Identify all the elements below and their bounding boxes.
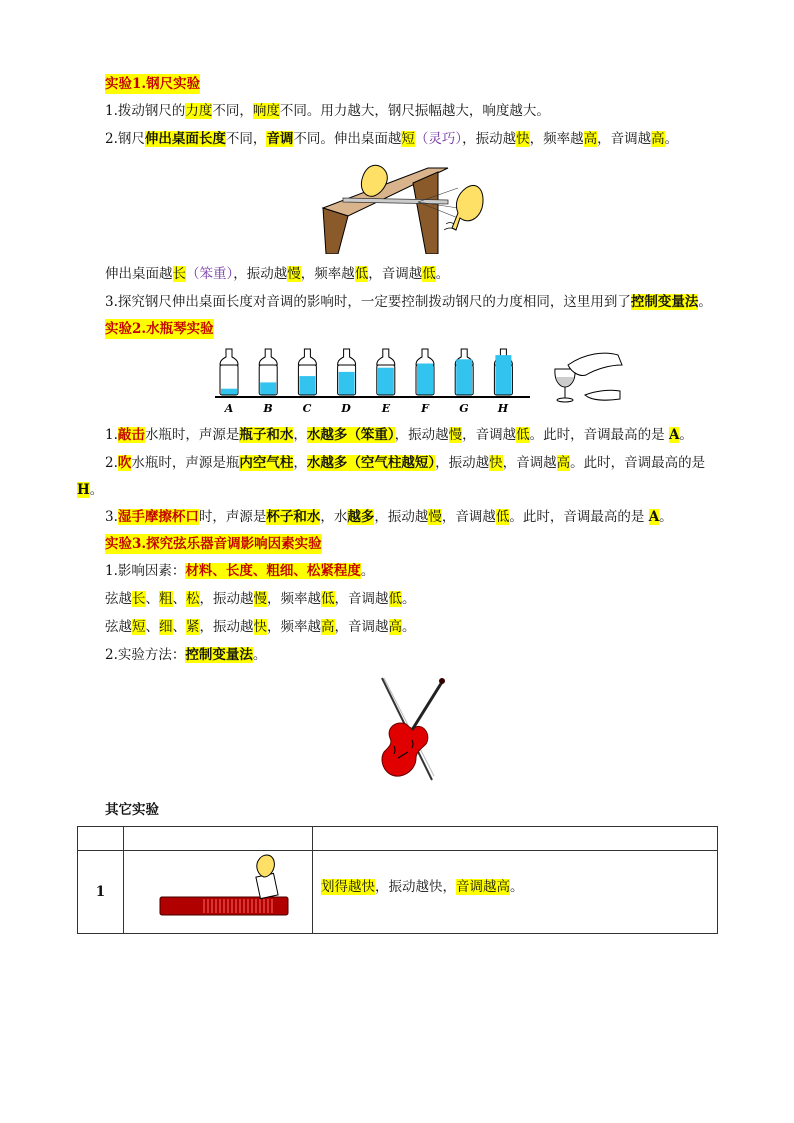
- text: 。此时，音调最高的是: [570, 455, 706, 471]
- highlight: 慢: [287, 266, 301, 282]
- text: 。: [435, 266, 450, 282]
- highlight: 音调: [266, 131, 294, 147]
- exp3-line4: [105, 645, 266, 665]
- highlight: 敲击: [117, 427, 145, 443]
- text: 。: [679, 427, 693, 443]
- text: 不同。用力越大，钢尺振幅越大，响度越大。: [279, 103, 550, 119]
- highlight: 细: [159, 619, 173, 635]
- bottle-label-b: B: [263, 402, 273, 415]
- exp2-line2: [105, 453, 705, 473]
- exp1-line3: [105, 264, 449, 284]
- bottle: [338, 349, 356, 395]
- text: 不同，: [225, 131, 267, 147]
- highlight: 高: [556, 455, 571, 471]
- water-level: [339, 372, 355, 395]
- text: ，水: [320, 509, 348, 525]
- comb-scrape-illustration: [124, 851, 312, 929]
- text: ，振动越: [435, 455, 490, 471]
- text: 弦越: [105, 591, 132, 607]
- highlight: 粗: [159, 591, 173, 607]
- highlight: 低: [495, 509, 510, 525]
- highlight: 音调越高: [456, 879, 510, 895]
- highlight: 慢: [253, 591, 267, 607]
- violin-body: [382, 723, 428, 776]
- highlight: 快: [489, 455, 503, 471]
- text: 1.: [105, 427, 118, 443]
- highlight: 湿手摩擦杯口: [117, 509, 199, 525]
- highlight: A: [668, 427, 680, 443]
- text: ，频率越: [267, 619, 321, 635]
- bottle-label-d: D: [341, 402, 351, 415]
- water-level: [495, 355, 511, 394]
- note-text: （灵巧）: [414, 131, 463, 147]
- text: ，振动越: [199, 619, 254, 635]
- text: 2.钢尺: [105, 131, 145, 147]
- note-text: （笨重）: [186, 266, 234, 282]
- bottle-label-c: C: [302, 402, 312, 415]
- highlight: 内空气柱: [239, 455, 294, 471]
- highlight: 伸出桌面长度: [144, 131, 226, 147]
- text: 不同，: [212, 103, 253, 119]
- row-description: [313, 851, 718, 934]
- water-level: [417, 364, 433, 395]
- text: 2.实验方法：: [105, 647, 186, 663]
- text: 。: [360, 563, 375, 579]
- highlight: 短: [401, 131, 415, 147]
- exp1-title: 实验1.钢尺实验: [105, 76, 201, 92]
- text: 。: [698, 294, 712, 310]
- exp3-line2: [105, 589, 416, 609]
- highlight: 快: [253, 619, 267, 635]
- text: ，频率越: [529, 131, 584, 147]
- text: 。: [402, 591, 416, 607]
- hand-rub-icon: [568, 353, 622, 375]
- highlight: 高: [651, 131, 665, 147]
- text: 伸出桌面越: [105, 266, 173, 282]
- hand-pluck-icon: [452, 185, 483, 230]
- violin-illustration: [360, 672, 450, 788]
- table-side: [323, 208, 348, 254]
- text: 。: [510, 879, 524, 895]
- exp2-title: 实验2.水瓶琴实验: [105, 321, 214, 337]
- exp1-line4: [105, 292, 712, 312]
- text: 。此时，音调最高的是: [529, 427, 669, 443]
- highlight: 长: [172, 266, 186, 282]
- text: 。: [664, 131, 679, 147]
- bottle: [455, 349, 473, 395]
- text: ，音调越: [441, 509, 496, 525]
- text: ，音调越: [334, 619, 389, 635]
- highlight: 响度: [252, 103, 280, 119]
- highlight: 控制变量法: [185, 647, 253, 663]
- text: ，音调越: [462, 427, 517, 443]
- text: 1.拨动钢尺的: [105, 103, 186, 119]
- water-level: [378, 368, 394, 395]
- highlight: A: [648, 509, 660, 525]
- highlight: 水越多（空气柱越短）: [306, 455, 436, 471]
- exp1-line1: [105, 101, 550, 121]
- exp3-line3: [105, 617, 416, 637]
- highlight: 松: [186, 591, 200, 607]
- highlight: 低: [354, 266, 369, 282]
- highlight: 低: [422, 266, 436, 282]
- text: 不同。伸出桌面越: [293, 131, 402, 147]
- ruler-experiment-illustration: [318, 158, 488, 254]
- text: ，: [293, 455, 307, 471]
- text: ，振动越: [374, 509, 429, 525]
- text: ，振动越: [233, 266, 288, 282]
- text: ，振动越: [199, 591, 254, 607]
- header-cell: [124, 827, 313, 851]
- highlight: 低: [321, 591, 335, 607]
- water-bottles-illustration: [200, 345, 630, 415]
- table-leg: [413, 172, 438, 254]
- other-title: 其它实验: [105, 802, 159, 818]
- bottle: [220, 349, 238, 395]
- bottle-label-g: G: [459, 402, 469, 415]
- highlight: 低: [516, 427, 530, 443]
- text: 3.: [105, 509, 118, 525]
- text: 。: [659, 509, 673, 525]
- highlight: 越多: [347, 509, 375, 525]
- text: ，音调越: [502, 455, 557, 471]
- text: 1.影响因素：: [105, 563, 186, 579]
- text: 2.: [105, 455, 118, 471]
- exp2-line2-continued: [77, 480, 103, 500]
- table-header-row: [78, 827, 718, 851]
- text: 、: [145, 591, 159, 607]
- text: ，振动越快，: [375, 879, 456, 895]
- other-experiments-table: [77, 826, 718, 934]
- water-level: [221, 389, 237, 395]
- text: ，音调越: [597, 131, 652, 147]
- highlight: 划得越快: [321, 879, 375, 895]
- bottle: [259, 349, 277, 395]
- exp1-line2: [105, 129, 678, 149]
- text: 。: [402, 619, 416, 635]
- text: ，音调越: [368, 266, 423, 282]
- text: 时，声源是: [198, 509, 267, 525]
- highlight: 吹: [117, 455, 132, 471]
- bottle-label-a: A: [224, 402, 234, 415]
- highlight: 长: [132, 591, 146, 607]
- water-level: [299, 376, 315, 394]
- bottle-label-e: E: [381, 402, 391, 415]
- text: 弦越: [105, 619, 132, 635]
- highlight: 瓶子和水: [239, 427, 294, 443]
- exp3-line1: [105, 561, 374, 581]
- bottle: [377, 349, 395, 395]
- highlight: 高: [583, 131, 598, 147]
- text: ，音调越: [334, 591, 389, 607]
- exp3-title: 实验3.探究弦乐器音调影响因素实验: [105, 536, 322, 552]
- highlight: 低: [388, 591, 402, 607]
- comb-illustration-cell: [124, 851, 313, 934]
- violin-neck: [412, 682, 442, 730]
- bottle-label-f: F: [421, 402, 429, 415]
- header-cell: [78, 827, 124, 851]
- hand-hold-icon: [585, 390, 620, 400]
- table-row: [78, 851, 718, 934]
- water-level: [456, 359, 472, 394]
- bottle-group: [220, 349, 512, 395]
- card-icon: [256, 873, 278, 898]
- highlight: 材料、长度、粗细、松紧程度: [185, 563, 361, 579]
- text: 。: [89, 482, 104, 498]
- text: 、: [172, 619, 186, 635]
- text: 水瓶时，声源是: [144, 427, 240, 443]
- highlight: 杯子和水: [266, 509, 321, 525]
- text: ，频率越: [300, 266, 355, 282]
- text: ，振动越: [462, 131, 517, 147]
- exp2-line1: [105, 425, 693, 445]
- highlight: 水越多（笨重）: [306, 427, 395, 443]
- violin-scroll: [439, 678, 445, 684]
- highlight: 高: [321, 619, 335, 635]
- highlight: H: [77, 482, 90, 498]
- water-level: [260, 382, 276, 394]
- highlight: 力度: [185, 103, 213, 119]
- header-cell: [313, 827, 718, 851]
- bottle-labels: [224, 402, 509, 415]
- highlight: 紧: [186, 619, 200, 635]
- text: 、: [172, 591, 186, 607]
- exp2-line3: [105, 507, 673, 527]
- row-number: 1: [78, 851, 124, 934]
- text: 水瓶时，声源是瓶: [131, 455, 240, 471]
- highlight: 控制变量法: [630, 294, 699, 310]
- highlight: 慢: [448, 427, 463, 443]
- highlight: 短: [132, 619, 146, 635]
- text: ，: [293, 427, 307, 443]
- text: 。: [252, 647, 267, 663]
- bottle-label-h: H: [497, 402, 509, 415]
- bottle: [298, 349, 316, 395]
- wine-glass-icon: [555, 369, 575, 402]
- text: ，振动越: [394, 427, 449, 443]
- bottle: [416, 349, 434, 395]
- text: 。此时，音调最高的是: [509, 509, 649, 525]
- text: 3.探究钢尺伸出桌面长度对音调的影响时，一定要控制拨动钢尺的力度相同，这里用到了: [105, 294, 631, 310]
- highlight: 快: [516, 131, 530, 147]
- highlight: 慢: [428, 509, 442, 525]
- text: ，频率越: [267, 591, 321, 607]
- highlight: 高: [388, 619, 402, 635]
- text: 、: [145, 619, 159, 635]
- bottle: [494, 349, 512, 395]
